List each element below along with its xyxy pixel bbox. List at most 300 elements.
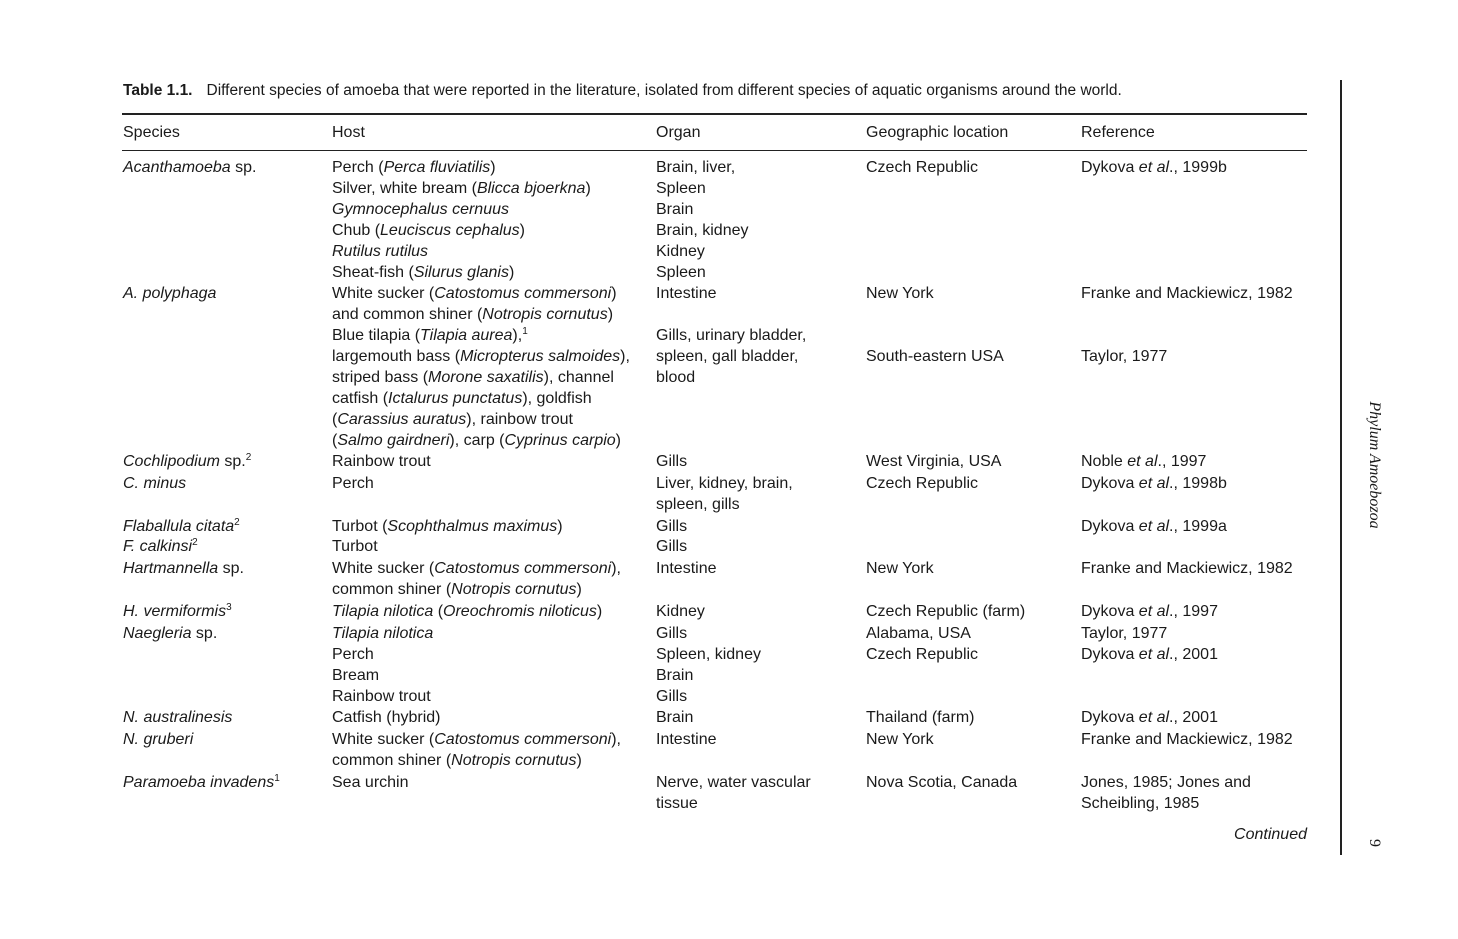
text-run: common shiner (: [332, 752, 452, 769]
cell-line: [332, 729, 621, 750]
italic-text: et al: [1138, 603, 1170, 620]
cell-line: [656, 623, 761, 644]
cell-organ: [656, 707, 693, 728]
text-run: Intestine: [656, 560, 717, 577]
cell-line: [1081, 772, 1251, 793]
cell-line: [656, 601, 705, 622]
text-run: and common shiner (: [332, 306, 483, 323]
cell-line: [332, 178, 591, 199]
cell-organ: [656, 729, 716, 750]
text-run: Brain, kidney: [656, 222, 749, 239]
cell-species: [123, 729, 193, 750]
text-run: Sea urchin: [332, 774, 409, 791]
cell-line: [332, 579, 621, 600]
cell-reference: [1081, 325, 1167, 367]
cell-line: [866, 729, 934, 750]
cell-line: [656, 262, 749, 283]
cell-organ: [656, 157, 749, 283]
cell-line: [656, 473, 793, 494]
text-run: Franke and Mackiewicz, 1982: [1081, 731, 1293, 748]
cell-species: [123, 536, 198, 557]
cell-line: [332, 686, 433, 707]
text-run: Gills: [656, 538, 688, 555]
text-run: ),: [620, 348, 630, 365]
cell-line: [123, 558, 244, 579]
italic-text: Cochlipodium: [123, 453, 220, 470]
text-run: spleen, gills: [656, 496, 740, 513]
text-run: Turbot: [332, 538, 378, 555]
cell-line: [1081, 516, 1227, 537]
text-run: ): [596, 603, 603, 620]
cell-line: [1081, 707, 1218, 728]
text-run: Dykova: [1081, 518, 1139, 535]
cell-line: [866, 707, 974, 728]
cell-line: [332, 325, 630, 346]
italic-text: F. calkinsi: [123, 538, 193, 555]
cell-line: [332, 409, 630, 430]
text-run: West Virginia, USA: [866, 453, 1002, 470]
cell-line: [1081, 793, 1251, 814]
text-run: sp.: [218, 560, 244, 577]
text-run: Taylor, 1977: [1081, 348, 1168, 365]
cell-line: [332, 283, 617, 304]
text-run: Thailand (farm): [866, 709, 975, 726]
cell-line: [656, 346, 806, 367]
cell-line: [866, 157, 978, 178]
text-run: ), channel: [543, 369, 614, 386]
cell-geographic-location: [866, 558, 934, 579]
cell-geographic-location: [866, 451, 1001, 472]
cell-species: [123, 283, 216, 304]
cell-geographic-location: [866, 325, 1004, 367]
text-run: Gills, urinary bladder,: [656, 327, 807, 344]
text-run: Czech Republic (farm): [866, 603, 1026, 620]
cell-line: [332, 644, 433, 665]
text-run: striped bass (: [332, 369, 429, 386]
cell-line: [1081, 729, 1293, 750]
column-header-reference: Reference: [1081, 124, 1155, 141]
text-run: Liver, kidney, brain,: [656, 475, 793, 492]
italic-text: Ictalurus punctatus: [388, 390, 523, 407]
text-run: ): [490, 159, 496, 176]
cell-line: [1081, 644, 1218, 665]
text-run: sp.: [230, 159, 257, 176]
caption-text: Different species of amoeba that were reported in the literature, isolated from different species of aquatic organisms around the world.: [206, 82, 1122, 99]
text-run: ., 1997: [1157, 453, 1207, 470]
italic-text: Morone saxatilis: [428, 369, 544, 386]
table-top-rule: [122, 113, 1307, 115]
cell-line: [866, 623, 978, 644]
table-header-rule: [122, 150, 1307, 151]
text-run: Scheibling, 1985: [1081, 795, 1200, 812]
cell-line: [123, 451, 251, 472]
text-run: ),: [512, 327, 523, 344]
cell-geographic-location: [866, 707, 974, 728]
cell-line: [866, 601, 1025, 622]
italic-text: Catostomus commersoni: [434, 560, 612, 577]
text-run: Czech Republic: [866, 159, 979, 176]
text-run: Czech Republic: [866, 475, 979, 492]
cell-geographic-location: [866, 473, 978, 494]
text-run: Intestine: [656, 731, 717, 748]
cell-species: [123, 157, 256, 178]
cell-host: [332, 516, 563, 537]
italic-text: Blicca bjoerkna: [476, 180, 586, 197]
table-label: Table 1.1.: [123, 82, 193, 99]
cell-line: [332, 157, 591, 178]
text-run: Gills: [656, 688, 688, 705]
text-run: sp.: [219, 453, 246, 470]
italic-text: Catostomus commersoni: [434, 285, 612, 302]
text-run: Nova Scotia, Canada: [866, 774, 1018, 791]
italic-text: et al: [1138, 518, 1170, 535]
text-run: blood: [656, 369, 696, 386]
text-run: Brain: [656, 667, 694, 684]
text-run: sp.: [191, 625, 218, 642]
cell-species: [123, 772, 280, 793]
italic-text: Tilapia nilotica: [332, 625, 434, 642]
text-run: Spleen: [656, 180, 706, 197]
text-run: ): [585, 180, 591, 197]
text-run: Rainbow trout: [332, 688, 431, 705]
cell-reference: [1081, 772, 1251, 814]
text-run: White sucker (: [332, 560, 435, 577]
italic-text: N. australinesis: [123, 709, 233, 726]
italic-text: et al: [1138, 159, 1170, 176]
italic-text: N. gruberi: [123, 731, 194, 748]
text-run: Rainbow trout: [332, 453, 431, 470]
text-run: ), rainbow trout: [466, 411, 573, 428]
cell-line: [656, 157, 749, 178]
cell-line: [656, 199, 749, 220]
cell-geographic-location: [866, 157, 978, 178]
italic-text: Notropis cornutus: [482, 306, 608, 323]
cell-line: [123, 473, 186, 494]
text-run: Dykova: [1081, 646, 1139, 663]
text-run: Perch: [332, 646, 374, 663]
cell-line: [123, 729, 193, 750]
cell-host: [332, 558, 621, 600]
running-head: Phylum Amoebozoa: [1366, 401, 1383, 529]
italic-text: Micropterus salmoides: [460, 348, 621, 365]
text-run: Jones, 1985; Jones and: [1081, 774, 1251, 791]
italic-text: et al: [1138, 475, 1170, 492]
text-run: ): [615, 432, 621, 449]
text-run: New York: [866, 285, 934, 302]
text-run: Dykova: [1081, 475, 1139, 492]
cell-line: [1081, 157, 1227, 178]
cell-organ: [656, 325, 806, 388]
italic-text: Catostomus commersoni: [434, 731, 612, 748]
cell-line: [1081, 346, 1167, 367]
text-run: ): [611, 285, 617, 302]
cell-line: [332, 241, 591, 262]
italic-text: H. vermiformis: [123, 603, 227, 620]
text-run: Brain: [656, 201, 694, 218]
cell-host: [332, 623, 433, 707]
cell-line: [123, 516, 240, 537]
cell-line: [656, 665, 761, 686]
cell-line: [332, 262, 591, 283]
text-run: Taylor, 1977: [1081, 625, 1168, 642]
cell-geographic-location: [866, 772, 1017, 793]
text-run: Alabama, USA: [866, 625, 971, 642]
cell-line: [866, 346, 1004, 367]
text-run: White sucker (: [332, 731, 435, 748]
cell-line: [332, 451, 431, 472]
cell-host: [332, 451, 431, 472]
cell-line: [123, 157, 256, 178]
cell-geographic-location: [866, 623, 978, 665]
cell-line: [866, 644, 978, 665]
cell-line: [332, 558, 621, 579]
cell-line: [656, 220, 749, 241]
cell-line: [866, 451, 1001, 472]
cell-line: [332, 707, 440, 728]
text-run: ), carp (: [449, 432, 505, 449]
text-run: Gills: [656, 625, 688, 642]
italic-text: Tilapia nilotica: [332, 603, 434, 620]
footnote-marker: 1: [522, 326, 528, 337]
text-run: ): [576, 581, 582, 598]
text-run: ., 1998b: [1169, 475, 1227, 492]
column-header-geographic-location: Geographic location: [866, 124, 1009, 141]
cell-line: [1081, 473, 1227, 494]
italic-text: Tilapia aurea: [420, 327, 513, 344]
cell-line: [332, 220, 591, 241]
cell-line: [332, 430, 630, 451]
cell-line: [1081, 558, 1293, 579]
cell-reference: [1081, 283, 1293, 304]
column-header-organ: Organ: [656, 124, 701, 141]
cell-line: [332, 388, 630, 409]
column-header-host: Host: [332, 124, 365, 141]
cell-organ: [656, 601, 705, 622]
text-run: ): [508, 264, 515, 281]
cell-host: [332, 772, 409, 793]
cell-line: [332, 304, 617, 325]
cell-line: [656, 241, 749, 262]
text-run: ): [519, 222, 525, 239]
cell-geographic-location: [866, 729, 934, 750]
cell-line: [866, 772, 1017, 793]
cell-host: [332, 601, 602, 622]
text-run: ., 2001: [1169, 709, 1218, 726]
page-margin-rule: [1340, 80, 1342, 855]
text-run: Silver, white bream (: [332, 180, 477, 197]
cell-line: [123, 536, 198, 557]
cell-line: [866, 558, 934, 579]
text-run: ): [557, 518, 563, 535]
cell-line: [656, 772, 811, 793]
text-run: Sheat-fish (: [332, 264, 414, 281]
italic-text: et al: [1138, 709, 1170, 726]
cell-organ: [656, 558, 716, 579]
cell-host: [332, 707, 440, 728]
text-run: spleen, gall bladder,: [656, 348, 799, 365]
cell-reference: [1081, 473, 1227, 494]
cell-line: [656, 283, 716, 304]
cell-organ: [656, 451, 687, 472]
cell-line: [332, 623, 433, 644]
cell-reference: [1081, 558, 1293, 579]
cell-geographic-location: [866, 601, 1025, 622]
continued-note: Continued: [1234, 826, 1307, 843]
text-run: (: [332, 411, 338, 428]
cell-host: [332, 473, 374, 494]
text-run: Blue tilapia (: [332, 327, 421, 344]
italic-text: A. polyphaga: [123, 285, 217, 302]
italic-text: Salmo gairdneri: [337, 432, 450, 449]
cell-reference: [1081, 516, 1227, 537]
column-header-species: Species: [123, 124, 180, 141]
cell-line: [866, 473, 978, 494]
cell-line: [656, 367, 806, 388]
text-run: Franke and Mackiewicz, 1982: [1081, 560, 1293, 577]
cell-reference: [1081, 157, 1227, 178]
cell-line: [332, 199, 591, 220]
cell-species: [123, 623, 217, 644]
text-run: Gills: [656, 453, 688, 470]
text-run: Nerve, water vascular: [656, 774, 811, 791]
cell-line: [332, 772, 409, 793]
cell-line: [123, 772, 280, 793]
cell-line: [123, 601, 232, 622]
italic-text: Notropis cornutus: [451, 581, 577, 598]
cell-line: [1081, 451, 1206, 472]
cell-species: [123, 558, 244, 579]
text-run: Perch (: [332, 159, 384, 176]
cell-line: [866, 283, 934, 304]
cell-line: [332, 346, 630, 367]
cell-line: [332, 516, 563, 537]
cell-species: [123, 707, 232, 728]
text-run: Dykova: [1081, 159, 1139, 176]
cell-reference: [1081, 707, 1218, 728]
text-run: Dykova: [1081, 709, 1139, 726]
italic-text: Hartmannella: [123, 560, 219, 577]
cell-host: [332, 283, 617, 325]
cell-organ: [656, 283, 716, 304]
cell-host: [332, 536, 378, 557]
italic-text: Rutilus rutilus: [332, 243, 429, 260]
footnote-marker: 2: [245, 452, 252, 463]
cell-line: [656, 644, 761, 665]
cell-host: [332, 157, 591, 283]
text-run: (: [332, 432, 338, 449]
text-run: Czech Republic: [866, 646, 979, 663]
text-run: catfish (: [332, 390, 389, 407]
cell-line: [123, 707, 232, 728]
text-run: Perch: [332, 475, 374, 492]
text-run: Noble: [1081, 453, 1128, 470]
italic-text: et al: [1138, 646, 1170, 663]
table-caption: [123, 82, 1313, 100]
text-run: ., 2001: [1169, 646, 1218, 663]
text-run: Spleen: [656, 264, 706, 281]
text-run: ),: [611, 560, 621, 577]
cell-reference: [1081, 729, 1293, 750]
italic-text: C. minus: [123, 475, 187, 492]
cell-line: [332, 750, 621, 771]
italic-text: Perca fluviatilis: [383, 159, 491, 176]
text-run: Franke and Mackiewicz, 1982: [1081, 285, 1293, 302]
text-run: ., 1999a: [1169, 518, 1227, 535]
text-run: White sucker (: [332, 285, 435, 302]
cell-line: [866, 325, 1004, 346]
italic-text: Scophthalmus maximus: [387, 518, 558, 535]
cell-host: [332, 325, 630, 451]
cell-species: [123, 473, 186, 494]
text-run: (: [433, 603, 444, 620]
cell-line: [332, 473, 374, 494]
cell-line: [656, 178, 749, 199]
cell-line: [332, 665, 433, 686]
italic-text: Acanthamoeba: [123, 159, 231, 176]
footnote-marker: 3: [226, 602, 232, 613]
italic-text: Leuciscus cephalus: [380, 222, 520, 239]
cell-organ: [656, 473, 793, 515]
text-run: Brain, liver,: [656, 159, 736, 176]
cell-organ: [656, 623, 761, 707]
cell-host: [332, 729, 621, 771]
text-run: Chub (: [332, 222, 381, 239]
text-run: tissue: [656, 795, 698, 812]
italic-text: Silurus glanis: [413, 264, 509, 281]
cell-organ: [656, 516, 687, 537]
italic-text: et al: [1127, 453, 1158, 470]
cell-geographic-location: [866, 283, 934, 304]
cell-line: [332, 601, 602, 622]
footnote-marker: 2: [192, 537, 198, 548]
text-run: ): [607, 306, 614, 323]
cell-species: [123, 451, 251, 472]
cell-line: [1081, 283, 1293, 304]
text-run: common shiner (: [332, 581, 452, 598]
cell-line: [123, 283, 216, 304]
cell-line: [1081, 325, 1167, 346]
text-run: South-eastern USA: [866, 348, 1004, 365]
text-run: New York: [866, 731, 934, 748]
text-run: ., 1997: [1169, 603, 1218, 620]
italic-text: Gymnocephalus cernuus: [332, 201, 509, 218]
text-run: Spleen, kidney: [656, 646, 761, 663]
italic-text: Cyprinus carpio: [504, 432, 616, 449]
text-run: Catfish (hybrid): [332, 709, 441, 726]
cell-line: [656, 536, 687, 557]
cell-line: [332, 367, 630, 388]
text-run: ): [576, 752, 582, 769]
cell-reference: [1081, 451, 1206, 472]
cell-line: [656, 686, 761, 707]
cell-line: [656, 729, 716, 750]
cell-line: [123, 623, 217, 644]
footnote-marker: 2: [234, 517, 240, 528]
text-run: New York: [866, 560, 934, 577]
cell-line: [656, 325, 806, 346]
italic-text: Oreochromis niloticus: [443, 603, 597, 620]
footnote-marker: 1: [274, 773, 280, 784]
italic-text: Flaballula citata: [123, 518, 235, 535]
cell-line: [656, 516, 687, 537]
page-number: 9: [1366, 839, 1383, 847]
text-run: ), goldfish: [522, 390, 592, 407]
cell-species: [123, 601, 232, 622]
cell-line: [656, 558, 716, 579]
cell-line: [1081, 601, 1218, 622]
cell-line: [656, 793, 811, 814]
text-run: Turbot (: [332, 518, 388, 535]
